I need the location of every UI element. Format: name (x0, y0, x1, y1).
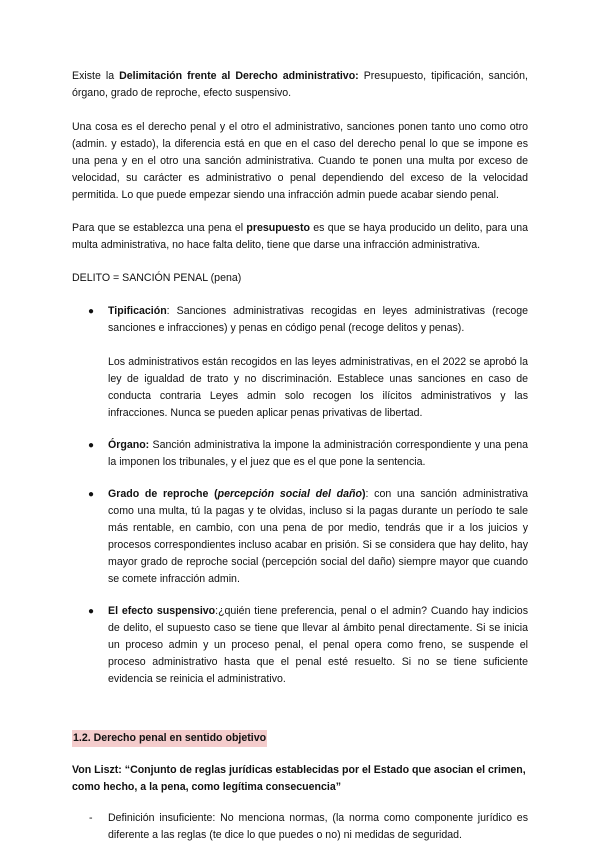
bullet-term: Grado de reproche ( (108, 488, 218, 500)
presupuesto-pre: Para que se establezca una pena el (72, 222, 247, 234)
paragraph-presupuesto (72, 220, 528, 254)
bullet-body: Sanción administrativa la impone la administración correspondiente y una pena la imponen los tribunales, y el juez que es el que pone la sentencia. (108, 439, 528, 468)
list-item-grado-reproche (72, 486, 528, 588)
bullet-term: Órgano: (108, 439, 150, 451)
bullet-term-italic: percepción social del daño (217, 488, 362, 500)
bullet-text (108, 437, 528, 471)
bullet-icon: ● (88, 606, 95, 617)
delimitation-bullet-list (72, 303, 528, 688)
list-item-organo (72, 437, 528, 471)
intro-post: Presupuesto, tipificación, sanción, órgano, grado de reproche, efecto suspensivo. (72, 70, 528, 99)
bullet-term: El efecto suspensivo (108, 605, 216, 617)
dash-icon: - (89, 812, 93, 824)
bullet-text (108, 603, 528, 688)
bullet-body: : con una sanción administrativa como una multa, tú la pagas y te olvidas, incluso si la pagas durante un período te sale más rentable, en cambio, con una pena de por medio, tendrás que ir a los juicios y procesos correspondientes incluso acabar en prisión. Si se considera que hay delito, hay mayor grado de reproche social (percepción social del daño) siempre mayor que cuando se comete infracción admin. (108, 488, 528, 585)
bullet-body: : Sanciones administrativas recogidas en leyes administrativas (recoge sanciones e infracciones) y penas en código penal (recoge delitos y penas). (108, 305, 528, 334)
dash-list (72, 810, 528, 844)
intro-pre: Existe la (72, 70, 120, 82)
dash-list-item (72, 810, 528, 844)
dash-item-text: Definición insuficiente: No menciona normas, (la norma como componente jurídico es diferente a las reglas (te dice lo que puedes o no) ni medidas de seguridad. (108, 812, 528, 841)
presupuesto-post: es que se haya producido un delito, para una multa administrativa, no hace falta delito, tiene que darse una infracción administrativa. (72, 222, 528, 251)
section-heading: 1.2. Derecho penal en sentido objetivo (72, 730, 267, 747)
bullet-text (108, 486, 528, 588)
bullet-body: :¿quién tiene preferencia, penal o el admin? Cuando hay indicios de delito, el supuesto caso se tiene que llevar al ámbito penal directamente. Si se inicia un proceso admin y un proceso penal, el penal opera como freno, se suspende el proceso administrativo hasta que el penal esté resuelto. Si no se tiene suficiente evidencia se reinicia el administrativo. (108, 605, 528, 685)
von-liszt-quote: Von Liszt: “Conjunto de reglas jurídicas establecidas por el Estado que asocian el crimen, como hecho, a la pena, como legítima consecuencia” (72, 764, 526, 793)
formula-line: DELITO = SANCIÓN PENAL (pena) (72, 272, 242, 284)
bullet-icon: ● (88, 440, 95, 451)
intro-paragraph (72, 68, 528, 102)
bullet-term-close: ) (361, 488, 366, 500)
bullet-subparagraph: Los administrativos están recogidos en las leyes administrativas, en el 2022 se aprobó la ley de igualdad de trato y no discriminación. Establece unas sanciones en caso de conducta contraria Leyes admin solo recogen los ilícitos administrativos y las infracciones. Nunca se pueden aplicar penas privativas de libertad. (108, 356, 528, 419)
list-item-tipificacion (72, 303, 528, 422)
presupuesto-bold-term: presupuesto (246, 222, 310, 234)
list-item-efecto-suspensivo (72, 603, 528, 688)
bullet-icon: ● (88, 306, 95, 317)
paragraph-penal-vs-admin: Una cosa es el derecho penal y el otro el administrativo, sanciones ponen tanto uno como otro (admin. y estado), la diferencia está en que en el caso del derecho penal lo que se impone es una pena y en el otro una sanción administrativa. Cuando te ponen una multa por exceso de velocidad, su carácter es administrativo o penal dependiendo del exceso de la velocidad permitida. Lo que puede empezar siendo una infracción admin puede acabar siendo penal. (72, 121, 528, 201)
bullet-term: Tipificación (108, 305, 167, 317)
intro-bold-term: Delimitación frente al Derecho administrativo: (119, 70, 359, 82)
bullet-icon: ● (88, 489, 95, 500)
bullet-text (108, 303, 528, 337)
